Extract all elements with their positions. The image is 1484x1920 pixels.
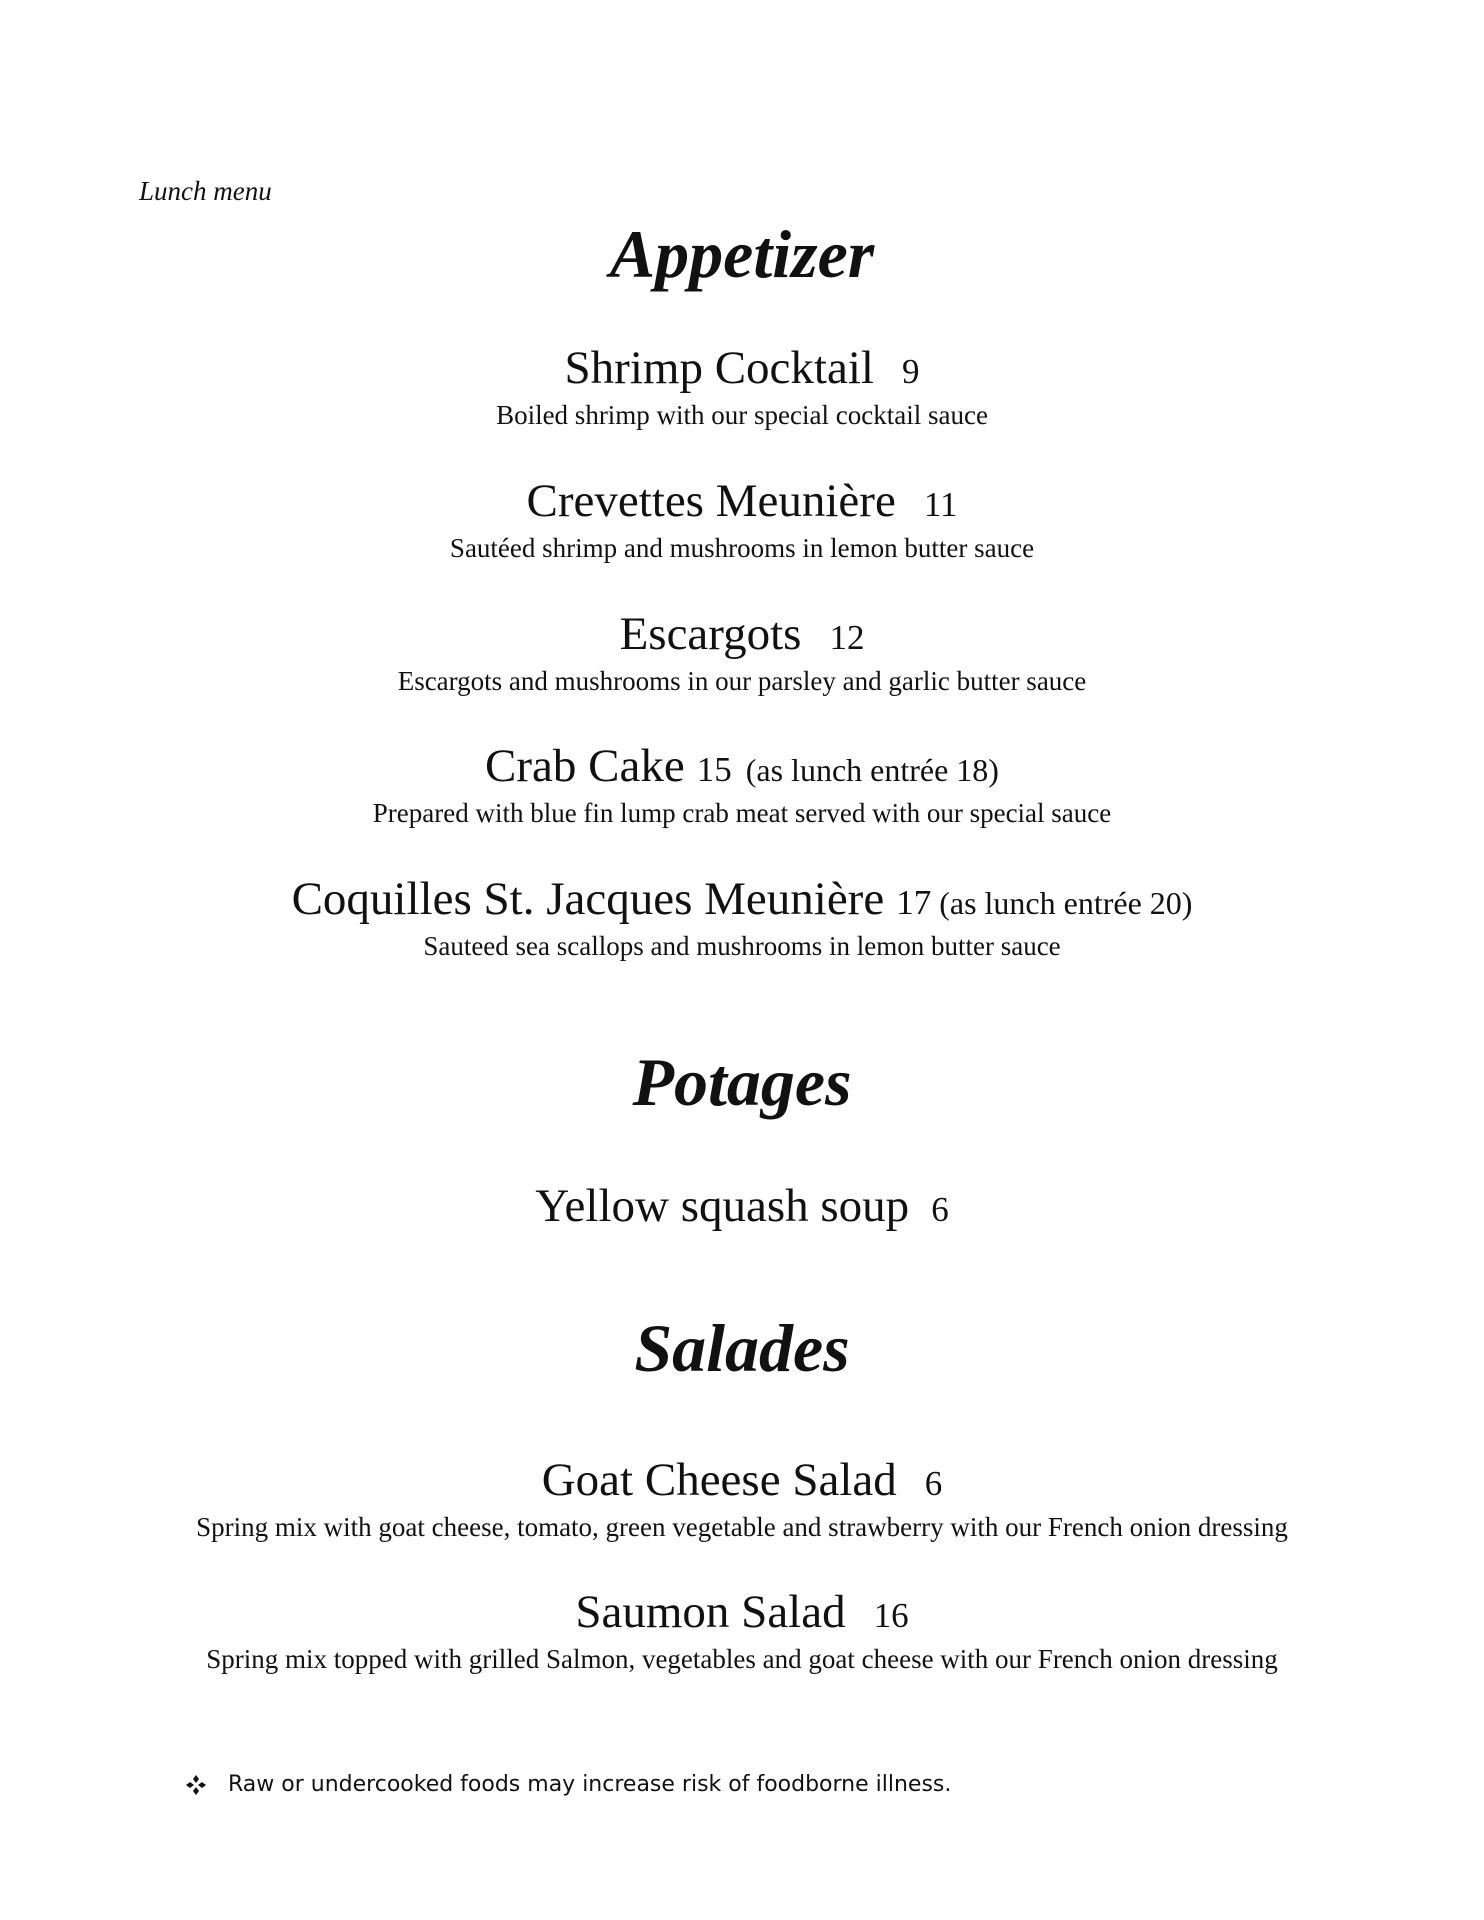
- menu-item: [0, 1181, 1484, 1233]
- item-description: Boiled shrimp with our special cocktail sauce: [496, 399, 988, 430]
- item-name: Crevettes Meunière: [526, 475, 896, 527]
- menu-item: [0, 874, 1484, 962]
- section-title-appetizer: Appetizer: [609, 216, 875, 292]
- item-price: 17: [896, 883, 932, 922]
- item-name-line: [0, 1455, 1484, 1507]
- menu-item: [0, 343, 1484, 431]
- item-price: 6: [924, 1464, 943, 1503]
- item-name: Shrimp Cocktail: [564, 342, 874, 394]
- menu-item: [0, 1587, 1484, 1675]
- footer-text: Raw or undercooked foods may increase risk of foodborne illness.: [228, 1772, 952, 1797]
- item-price: 15: [696, 750, 732, 789]
- item-price: 11: [923, 485, 958, 524]
- item-name: Escargots: [619, 608, 802, 660]
- item-name: Coquilles St. Jacques Meunière: [291, 873, 885, 925]
- item-name-line: [0, 741, 1484, 793]
- menu-item: [0, 741, 1484, 829]
- item-price: 12: [829, 618, 865, 657]
- item-name-line: [0, 1181, 1484, 1233]
- item-description: Prepared with blue fin lump crab meat served with our special sauce: [372, 797, 1112, 828]
- item-name-line: [0, 1587, 1484, 1639]
- item-name-line: [0, 609, 1484, 661]
- item-price: 6: [931, 1190, 949, 1229]
- section-title-salades: Salades: [634, 1310, 850, 1386]
- item-name: Goat Cheese Salad: [541, 1454, 897, 1506]
- item-price: 9: [901, 352, 920, 391]
- menu-item: [0, 609, 1484, 697]
- item-name: Saumon Salad: [575, 1586, 846, 1638]
- item-description: Escargots and mushrooms in our parsley and garlic butter sauce: [397, 665, 1087, 696]
- item-description: Sautéed shrimp and mushrooms in lemon butter sauce: [449, 532, 1035, 563]
- four-diamond-bullet-icon: [186, 1775, 206, 1795]
- item-price: 16: [873, 1596, 909, 1635]
- menu-item: [0, 476, 1484, 564]
- item-name: Yellow squash soup: [535, 1180, 910, 1232]
- item-name-line: [0, 343, 1484, 395]
- item-description: Spring mix topped with grilled Salmon, vegetables and goat cheese with our French onion dressing: [206, 1643, 1278, 1674]
- footer-note: [186, 1772, 951, 1797]
- item-note: (as lunch entrée 20): [939, 885, 1193, 921]
- section-title-potages: Potages: [632, 1044, 852, 1120]
- menu-item: [0, 1455, 1484, 1543]
- item-name-line: [0, 476, 1484, 528]
- item-name-line: [0, 874, 1484, 926]
- item-name: Crab Cake: [485, 740, 685, 792]
- item-description: Spring mix with goat cheese, tomato, green vegetable and strawberry with our French onion dressing: [196, 1511, 1288, 1542]
- menu-label: Lunch menu: [139, 176, 272, 206]
- item-description: Sauteed sea scallops and mushrooms in lemon butter sauce: [423, 930, 1061, 961]
- item-note: (as lunch entrée 18): [745, 752, 999, 788]
